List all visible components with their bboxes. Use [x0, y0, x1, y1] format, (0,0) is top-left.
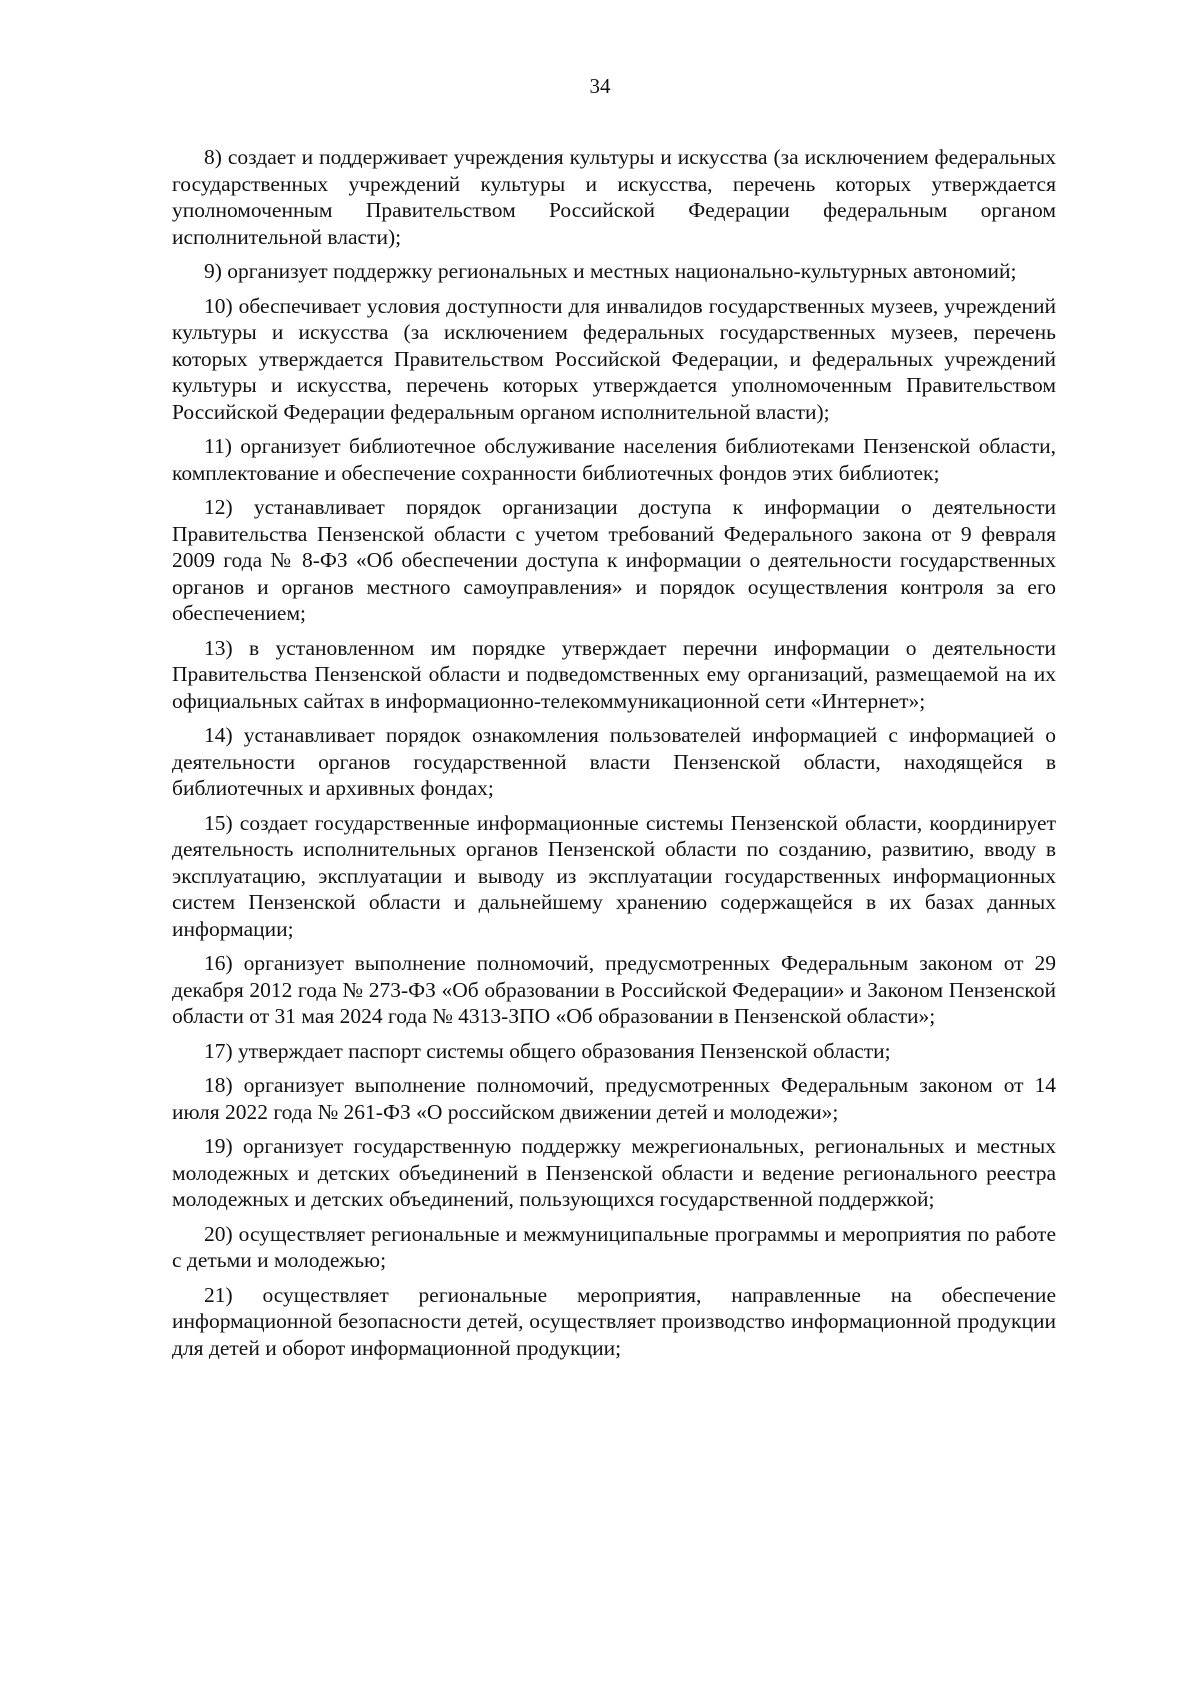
- paragraph-item-11: 11) организует библиотечное обслуживание населения библиотеками Пензенской области, комплектование и обеспечение сохранности библиотечных фондов этих библиотек;: [172, 434, 1056, 485]
- paragraph-item-17: 17) утверждает паспорт системы общего образования Пензенской области;: [204, 1038, 891, 1063]
- paragraph-item-19: 19) организует государственную поддержку межрегиональных, региональных и местных молодежных и детских объединений в Пензенской области и ведение регионального реестра молодежных и детских объединений, пользующихся государственной поддержкой;: [172, 1134, 1056, 1211]
- paragraph-item-15: 15) создает государственные информационные системы Пензенской области, координирует деятельность исполнительных органов Пензенской области по созданию, развитию, вводу в эксплуатацию, эксплуатации и выводу из эксплуатации государственных информационных систем Пензенской области и дальнейшему хранению содержащейся в их базах данных информации;: [172, 810, 1056, 941]
- paragraph-item-10: 10) обеспечивает условия доступности для инвалидов государственных музеев, учреждений культуры и искусства (за исключением федеральных государственных музеев, перечень которых утверждается Правительством Российской Федерации, и федеральных учреждений культуры и искусства, перечень которых утверждается уполномоченным Правительством Российской Федерации федеральным органом исполнительной власти);: [172, 293, 1056, 424]
- paragraph-item-14: 14) устанавливает порядок ознакомления пользователей информацией с информацией о деятельности органов государственной власти Пензенской области, находящейся в библиотечных и архивных фондах;: [172, 723, 1056, 800]
- document-body: [172, 144, 1056, 1369]
- paragraph-item-21: 21) осуществляет региональные мероприятия, направленные на обеспечение информационной безопасности детей, осуществляет производство информационной продукции для детей и оборот информационной продукции;: [172, 1282, 1056, 1360]
- paragraph-item-16: 16) организует выполнение полномочий, предусмотренных Федеральным законом от 29 декабря 2012 года № 273-ФЗ «Об образовании в Российской Федерации» и Законом Пензенской области от 31 мая 2024 года № 4313-ЗПО «Об образовании в Пензенской области»;: [172, 951, 1056, 1028]
- paragraph-item-8: 8) создает и поддерживает учреждения культуры и искусства (за исключением федеральных государственных учреждений культуры и искусства, перечень которых утверждается уполномоченным Правительством Российской Федерации федеральным органом исполнительной власти);: [172, 145, 1056, 249]
- paragraph-item-12: 12) устанавливает порядок организации доступа к информации о деятельности Правительства Пензенской области с учетом требований Федерального закона от 9 февраля 2009 года № 8-ФЗ «Об обеспечении доступа к информации о деятельности государственных органов и органов местного самоуправления» и порядок осуществления контроля за его обеспечением;: [172, 495, 1056, 625]
- page-number: 34: [589, 74, 611, 98]
- paragraph-item-20: 20) осуществляет региональные и межмуниципальные программы и мероприятия по работе с детьми и молодежью;: [172, 1221, 1056, 1272]
- paragraph-item-9: 9) организует поддержку региональных и местных национально-культурных автономий;: [204, 259, 1017, 283]
- paragraph-item-18: 18) организует выполнение полномочий, предусмотренных Федеральным законом от 14 июля 2022 года № 261-ФЗ «О российском движении детей и молодежи»;: [172, 1073, 1056, 1124]
- paragraph-item-13: 13) в установленном им порядке утверждает перечни информации о деятельности Правительства Пензенской области и подведомственных ему организаций, размещаемой на их официальных сайтах в информационно-телекоммуникационной сети «Интернет»;: [172, 635, 1056, 713]
